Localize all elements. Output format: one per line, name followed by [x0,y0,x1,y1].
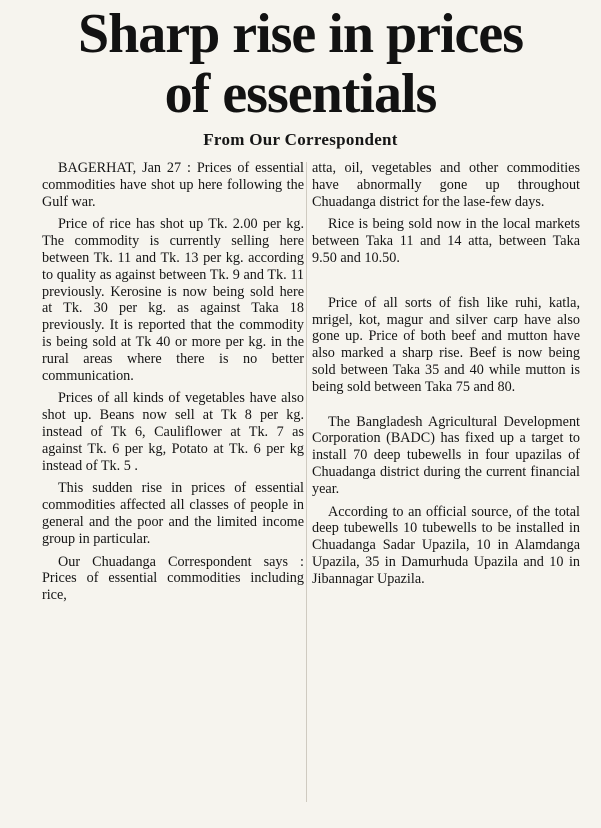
paragraph-vegetables: Prices of all kinds of vegetables have also shot up. Beans now sell at Tk 8 per kg. instead of Tk 6, Cauliflower at Tk. 7 as against Tk. 6 per kg, Potato at Tk. 6 per kg instead of Tk. 5 . [42,390,304,474]
paragraph-rice-kerosine: Price of rice has shot up Tk. 2.00 per kg. The commodity is currently selling here between Tk. 11 and Tk. 13 per kg. according to quality as against between Tk. 9 and Tk. 11 previously. Kerosine is now being sold here at Tk. 30 per kg. as against Taka 18 previously. It is reported that the commodity is being sold at Tk 40 or more per kg. in the rural areas where there is no better communication. [42,216,304,384]
headline-line-1: Sharp rise in prices [77,3,524,65]
paragraph-dateline: BAGERHAT, Jan 27 : Prices of essential commodities have shot up here following the Gulf war. [42,160,304,210]
paragraph-impact: This sudden rise in prices of essential commodities affected all classes of people in general and the poor and the limited income group in particular. [42,480,304,547]
byline: From Our Correspondent [203,130,398,149]
paragraph-rice-atta: Rice is being sold now in the local markets between Taka 11 and 14 atta, between Taka 9.50 and 10.50. [312,216,580,266]
paragraph-chuadanga-intro: Our Chuadanga Correspondent says : Prices of essential commodities including rice, [42,553,304,604]
headline-line-2: of essentials [164,63,437,125]
paragraph-fish-meat: Price of all sorts of fish like ruhi, katla, mrigel, kot, magur and silver carp have also gone up. Price of both beef and mutton have also marked a sharp rise. Beef is now being sold between Taka 35 and 40 while mutton is being sold between Taka 75 and 80. [312,294,580,395]
paragraph-chuadanga-continued: atta, oil, vegetables and other commodities have abnormally gone up throughout Chuadanga district for the lase-few days. [312,160,580,210]
column-divider [306,162,307,802]
paragraph-badc: The Bangladesh Agricultural Development Corporation (BADC) has fixed up a target to install 70 deep tubewells in four upazilas of Chuadanga district during the current financial year. [312,413,580,497]
headline [0,4,601,124]
paragraph-tubewells: According to an official source, of the total deep tubewells 10 tubewells to be installed in Chuadanga Sadar Upazila, 10 in Alamdanga Upazila, 35 in Damurhuda Upazila and 10 in Jibannagar Upazila. [312,503,580,587]
article-column-right [312,160,580,594]
article-column-left [42,160,304,610]
